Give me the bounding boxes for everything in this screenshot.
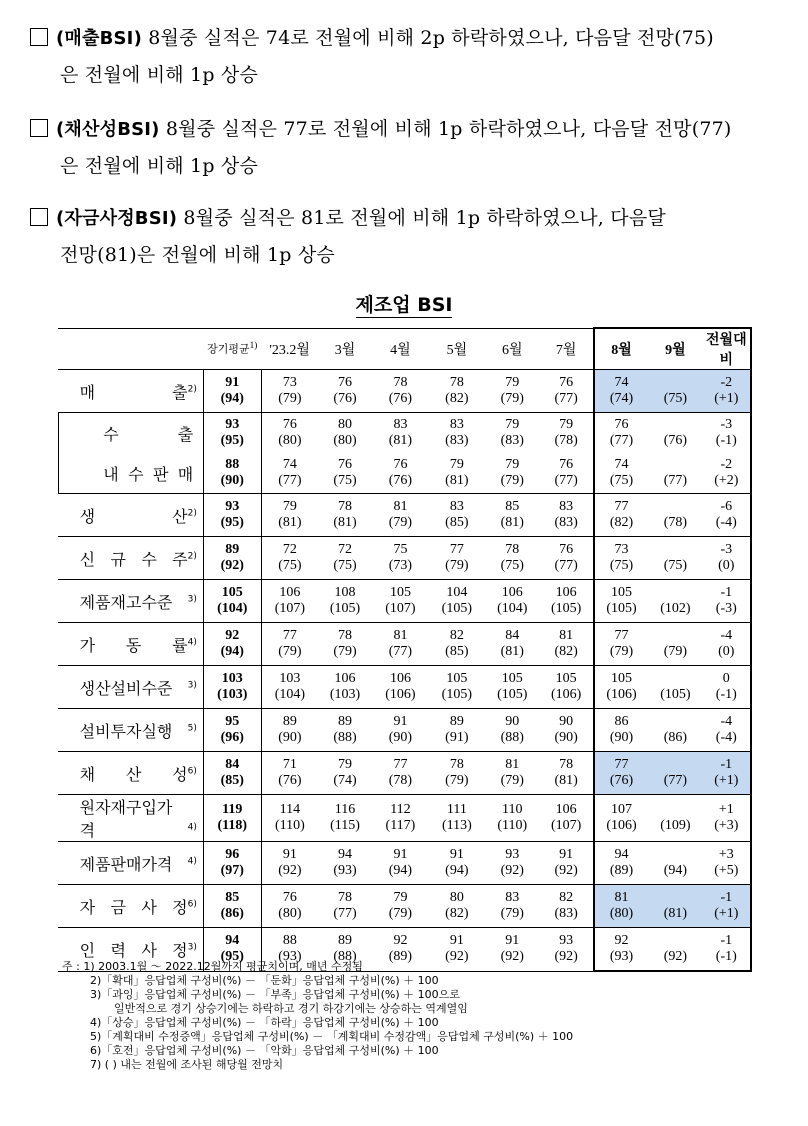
table-row-raw-material-price [58,795,751,842]
value-cell: 76 (77) [594,413,648,454]
value-cell: 93 (92) [485,842,539,885]
value-cell: 79 (81) [445,457,469,488]
table-row-investment [58,709,751,752]
value-cell: 74 (75) [594,453,648,494]
value-cell: 74 (77) [261,453,317,494]
avg-cell: 94 (95) [203,928,261,972]
row-label: 제품판매가격 $^{4)}$ [58,842,203,885]
value-cell: 111 (113) [429,795,485,842]
row-label: 가 동 률$^{4)}$ [58,623,203,666]
table-row-production [58,494,751,537]
avg-cell: 88 (90) [203,453,261,494]
checkbox-square-icon [30,119,48,137]
value-cell: 91 (92) [539,842,593,885]
value-cell: 82 (85) [429,623,485,666]
value-cell: 92 (93) [594,928,648,972]
value-cell: 106 (107) [539,795,593,842]
value-cell: 75 (73) [372,537,428,580]
bullet-text: 8월중 실적은 74로 전월에 비해 2p 하락하였으나, 다음달 전망(75) [142,27,714,49]
value-cell: 105 (106) [594,666,648,709]
value-cell: -3 (-1) [703,413,751,454]
value-cell: 90 (88) [485,709,539,752]
avg-cell: 93 (95) [203,494,261,537]
value-cell: 83 (85) [429,494,485,537]
table-row-exports [58,413,751,454]
footnote: 4)「상승」응답업체 구성비(%) － 「하락」응답업체 구성비(%) ＋ 100 [90,1016,439,1029]
value-cell: 71 (76) [261,752,317,795]
value-cell: -1 (+1) [703,752,751,795]
row-label: 자 금 사 정$^{6)}$ [58,885,203,928]
value-cell: 76 (77) [554,457,578,488]
value-cell: 74 (74) [594,370,648,413]
value-cell: +1 (+3) [703,795,751,842]
value-cell: (86) [648,709,702,752]
table-row-utilization [58,623,751,666]
value-cell: 106 (103) [318,666,372,709]
value-cell: 77 (79) [429,537,485,580]
value-cell: 105 (105) [485,666,539,709]
value-cell: 112 (117) [372,795,428,842]
value-cell: 72 (75) [261,537,317,580]
header-mom: 전월대비 [703,328,751,370]
value-cell: 91 (92) [485,928,539,972]
value-cell: 84 (81) [485,623,539,666]
value-cell: 77 (82) [594,494,648,537]
value-cell: 91 (94) [372,842,428,885]
table-title: 제조업 BSI [355,294,453,316]
bullet-cont: 전망(81)은 전월에 비해 1p 상승 [60,244,335,266]
value-cell: 78 (79) [429,752,485,795]
value-cell: 104 (105) [429,580,485,623]
value-cell: (78) [648,494,702,537]
value-cell: 80 (80) [318,413,372,454]
value-cell: 81 (79) [372,494,428,537]
value-cell: (75) [648,537,702,580]
table-row-domestic-sales [58,453,751,494]
header-apr: 4월 [372,328,428,370]
value-cell: 78 (77) [318,885,372,928]
value-cell: (109) [648,795,702,842]
value-cell: -2 (+1) [703,370,751,413]
value-cell: (105) [648,666,702,709]
value-cell: 79 (74) [318,752,372,795]
value-cell: 76 (75) [333,457,357,488]
bsi-table [58,327,752,972]
value-cell: 83 (83) [539,494,593,537]
value-cell: 78 (81) [318,494,372,537]
value-cell: 89 (91) [429,709,485,752]
value-cell: 79 (79) [372,885,428,928]
avg-cell: 92 (94) [203,623,261,666]
header-aug: 8월 [594,328,648,370]
row-label: 내 수 판 매 [58,453,203,494]
avg-cell: 95 (96) [203,709,261,752]
value-cell: (94) [648,842,702,885]
value-cell: 108 (105) [318,580,372,623]
value-cell: 116 (115) [318,795,372,842]
value-cell: 89 (88) [318,709,372,752]
table-row-funding [58,885,751,928]
header-mar: 3월 [318,328,372,370]
value-cell: 78 (82) [429,370,485,413]
value-cell: 83 (83) [429,413,485,454]
avg-cell: 84 (85) [203,752,261,795]
value-cell: 76 (76) [318,370,372,413]
row-label: 매 출$^{2)}$ [58,370,203,413]
footnote: 5)「계획대비 수정증액」응답업체 구성비(%) － 「계획대비 수정감액」응답업체 구성비(%) ＋ 100 [90,1030,574,1043]
value-cell: 105 (106) [539,666,593,709]
value-cell: (76) [648,413,702,454]
footnote: 일반적으로 경기 상승기에는 하락하고 경기 하강기에는 상승하는 역계열임 [114,1002,468,1015]
value-cell: (75) [648,370,702,413]
value-cell: 110 (110) [485,795,539,842]
value-cell: 82 (83) [539,885,593,928]
avg-cell: 119 (118) [203,795,261,842]
value-cell: 81 (80) [594,885,648,928]
footnote: 2)「확대」응답업체 구성비(%) － 「둔화」응답업체 구성비(%) ＋ 100 [90,974,439,987]
avg-cell: 91 (94) [203,370,261,413]
bullet-text: 8월중 실적은 77로 전월에 비해 1p 하락하였으나, 다음달 전망(77) [159,118,732,140]
value-cell: 77 (78) [372,752,428,795]
value-cell: 105 (105) [594,580,648,623]
value-cell: 76 (77) [539,537,593,580]
bullet-cont: 은 전월에 비해 1p 상승 [60,64,259,86]
value-cell: 81 (79) [485,752,539,795]
value-cell: -4 (0) [703,623,751,666]
avg-cell: 105 (104) [203,580,261,623]
value-cell: 90 (90) [539,709,593,752]
value-cell: 72 (75) [318,537,372,580]
checkbox-square-icon [30,28,48,46]
value-cell: 76 (80) [261,885,317,928]
footnote: 7) ( ) 내는 전월에 조사된 해당월 전망치 [90,1058,284,1071]
value-cell: 79 (78) [539,413,593,454]
value-cell: 83 (81) [372,413,428,454]
value-cell: (77) [648,752,702,795]
value-cell: 91 (92) [261,842,317,885]
value-cell: 103 (104) [261,666,317,709]
bullet-head: (자금사정BSI) [56,208,178,229]
value-cell: (77) [663,473,688,488]
value-cell: 81 (82) [539,623,593,666]
value-cell: 106 (105) [539,580,593,623]
footnotes [62,960,782,1072]
value-cell: 83 (79) [485,885,539,928]
value-cell: 89 (90) [261,709,317,752]
value-cell: 78 (79) [318,623,372,666]
row-label: 원자재구입가격 $^{4)}$ [58,795,203,842]
value-cell: 91 (90) [372,709,428,752]
bullet-cont: 은 전월에 비해 1p 상승 [60,155,259,177]
value-cell: 77 (79) [594,623,648,666]
avg-cell: 96 (97) [203,842,261,885]
value-cell: 79 (83) [485,413,539,454]
value-cell: 73 (75) [594,537,648,580]
value-cell: 114 (110) [261,795,317,842]
value-cell: 85 (81) [485,494,539,537]
row-label: 생 산$^{2)}$ [58,494,203,537]
bullet-sales-bsi [30,20,800,93]
value-cell: -1 (-3) [703,580,751,623]
value-cell: 91 (92) [429,928,485,972]
value-cell: 107 (106) [594,795,648,842]
value-cell: 106 (104) [485,580,539,623]
bullet-head: (매출BSI) [56,28,143,49]
value-cell: +3 (+5) [703,842,751,885]
bullet-funding-bsi [30,200,800,273]
value-cell: (81) [648,885,702,928]
avg-cell: 89 (92) [203,537,261,580]
value-cell: -1 (+1) [703,885,751,928]
table-row-inventory [58,580,751,623]
value-cell: 79 (81) [261,494,317,537]
header-avg: 장기평균$^{1)}$ [203,328,261,370]
row-label: 채 산 성$^{6)}$ [58,752,203,795]
value-cell: -1 (-1) [703,928,751,972]
header-may: 5월 [429,328,485,370]
header-jun: 6월 [485,328,539,370]
value-cell: -3 (0) [703,537,751,580]
checkbox-square-icon [30,208,48,226]
value-cell: 80 (82) [429,885,485,928]
avg-cell: 85 (86) [203,885,261,928]
value-cell: 106 (107) [261,580,317,623]
footnote: 주 : 1) 2003.1월 ～ 2022.12월까지 평균치이며, 매년 수정됨 [62,960,363,973]
header-sep: 9월 [648,328,702,370]
table-row-profitability [58,752,751,795]
footnote: 6)「호전」응답업체 구성비(%) － 「악화」응답업체 구성비(%) ＋ 100 [90,1044,439,1057]
value-cell: 94 (93) [318,842,372,885]
row-label: 신 규 수 주$^{2)}$ [58,537,203,580]
value-cell: 77 (76) [594,752,648,795]
row-label: 설비투자실행 $^{5)}$ [58,709,203,752]
value-cell: 86 (90) [594,709,648,752]
value-cell: 76 (77) [539,370,593,413]
value-cell: 77 (79) [261,623,317,666]
value-cell: 105 (105) [429,666,485,709]
value-cell: 78 (76) [372,370,428,413]
value-cell: 78 (75) [485,537,539,580]
value-cell: 91 (94) [429,842,485,885]
value-cell: 105 (107) [372,580,428,623]
table-row-facility-level [58,666,751,709]
value-cell: 0 (-1) [703,666,751,709]
table-row-sales [58,370,751,413]
value-cell: 76 (80) [261,413,317,454]
row-label: 인 력 사 정$^{3)}$ [58,928,203,972]
value-cell: -4 (-4) [703,709,751,752]
avg-cell: 103 (103) [203,666,261,709]
value-cell: -2 (+2) [703,453,751,494]
value-cell: 93 (92) [539,928,593,972]
header-feb: '23.2월 [261,328,317,370]
footnote: 3)「과잉」응답업체 구성비(%) － 「부족」응답업체 구성비(%) ＋ 100으로 [90,988,460,1001]
header-blank [58,328,203,370]
bullet-head: (채산성BSI) [56,119,160,140]
value-cell: (102) [648,580,702,623]
table-row-product-price [58,842,751,885]
value-cell: 81 (77) [372,623,428,666]
value-cell: 76 (76) [388,457,413,488]
value-cell: (92) [648,928,702,972]
value-cell: (79) [648,623,702,666]
value-cell: 78 (81) [539,752,593,795]
bullet-profitability-bsi [30,111,800,184]
value-cell: 79 (79) [500,457,524,488]
header-jul: 7월 [539,328,593,370]
value-cell: 73 (79) [261,370,317,413]
value-cell: 106 (106) [372,666,428,709]
value-cell: 89 (88) [318,928,372,972]
table-row-new-orders [58,537,751,580]
table-header-row [58,328,751,370]
row-label: 생산설비수준 $^{3)}$ [58,666,203,709]
value-cell: 88 (93) [261,928,317,972]
value-cell: -6 (-4) [703,494,751,537]
row-label: 수 출 [58,413,203,454]
bullet-text: 8월중 실적은 81로 전월에 비해 1p 하락하였으나, 다음달 [177,207,666,229]
value-cell: 79 (79) [485,370,539,413]
avg-cell: 93 (95) [203,413,261,454]
value-cell: 92 (89) [372,928,428,972]
row-label: 제품재고수준 $^{3)}$ [58,580,203,623]
value-cell: 94 (89) [594,842,648,885]
